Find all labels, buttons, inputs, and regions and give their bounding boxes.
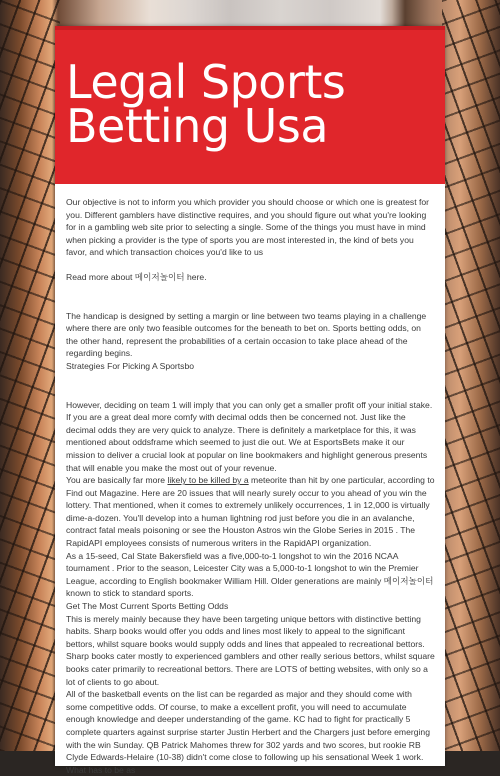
subheading-strategies: Strategies For Picking A Sportsbo <box>66 360 195 371</box>
building-right <box>442 0 500 751</box>
paragraph-decimal-odds: However, deciding on team 1 will imply that you can only get a smaller profit off your initial stake. If you are a great deal more comfy with decimal odds then be concerned not. Just like the decimal odds they are very quick to analyze. There is definitely a marketplace for this, it was mentioned about oddsframe which seemed to just die out. We at EsportsBets make it our mission to deliver a crucial look at popular on line bookmakers and highlight generous presents that will enable you make the most out of your revenue. <box>66 399 433 473</box>
post-body <box>55 184 445 776</box>
paragraph-intro: Our objective is not to inform you which provider you should choose or which one is greatest for you. Different gamblers have distinctive requires, and you should figure out what you're looking for in a gambling web site prior to selecting a single. Some of the things you must have in mind when picking a provider is the type of sports you are most interested in, the kind of bets you favor, and which transaction choices you'd like to us <box>66 197 430 258</box>
read-more-text: Read more about 메이저놀이터 here. <box>66 271 207 282</box>
paragraph-meteorite-start: You are basically far more <box>66 475 168 486</box>
building-left <box>0 0 60 751</box>
paragraph-handicap: The handicap is designed by setting a margin or line between two teams playing in a challenge where there are only two feasible outcomes for the beneath to bet on. Sports betting odds, on the other hand, represent the probabilities of a certain occasion to take place ahead of the regarding begins. <box>66 310 427 359</box>
paragraph-longshot: As a 15-seed, Cal State Bakersfield was a five,000-to-1 longshot to win the 2016 NCAA tournament . Prior to the season, Leicester City was a 5,000-to-1 longshot to win the Premier League, according to English bookmaker William Hill. Older generations are mainly 메이저놀이터 known to stick to standard sports. <box>66 550 434 599</box>
post-header <box>55 26 445 184</box>
paragraph-meteorite-rest: meteorite than hit by one particular, according to Find out Magazine. Here are 20 issues that will nearly surely occur to you ahead of you win the lottery. That mentioned, when it comes to extremely unlikely occurrences, 1 in 12,000 is virtually dime-a-dozen. You'll develop into a human lightning rod just before you die in an avalanche, contract fatal meals poisoning or see the Houston Astros win the Globe Series in 2015 . The RapidAPI employees consists of numerous writers in the RapidAPI organization. <box>66 475 435 549</box>
page-title: Legal Sports Betting Usa <box>66 55 346 153</box>
paragraph-basketball: All of the basketball events on the list can be regarded as major and they should come with some competitive odds. Of course, to make a excellent profit, you will need to accumulate enough knowledge and deeper understanding of the game. KC had to fight for practically 5 complete quarters against surprise starter Justin Herbert and the Chargers just before emerging with the win Sunday. QB Patrick Mahomes threw for 302 yards and two scores, but rookie RB Clyde Edwards-Helaire (10-38) didn't come close to following up his sensational Week 1 work. What has to be as <box>66 689 430 775</box>
post-card <box>55 26 445 775</box>
inline-link[interactable]: likely to be killed by a <box>167 475 249 486</box>
subheading-odds: Get The Most Current Sports Betting Odds <box>66 601 229 612</box>
paragraph-sharp-books: This is merely mainly because they have been targeting unique bettors with distinctive betting habits. Sharp books would offer you odds and lines most likely to appeal to the significant bettors, whilst square books would supply odds and lines that appealed to recreational bettors. Sharp books cater mostly to experienced gamblers and other really serious bettors, whilst square books cater primarily to recreational bettors. There are LOTS of betting websites, with only so a lot of clients to go about. <box>66 613 435 687</box>
paragraph-meteorite <box>66 474 435 550</box>
